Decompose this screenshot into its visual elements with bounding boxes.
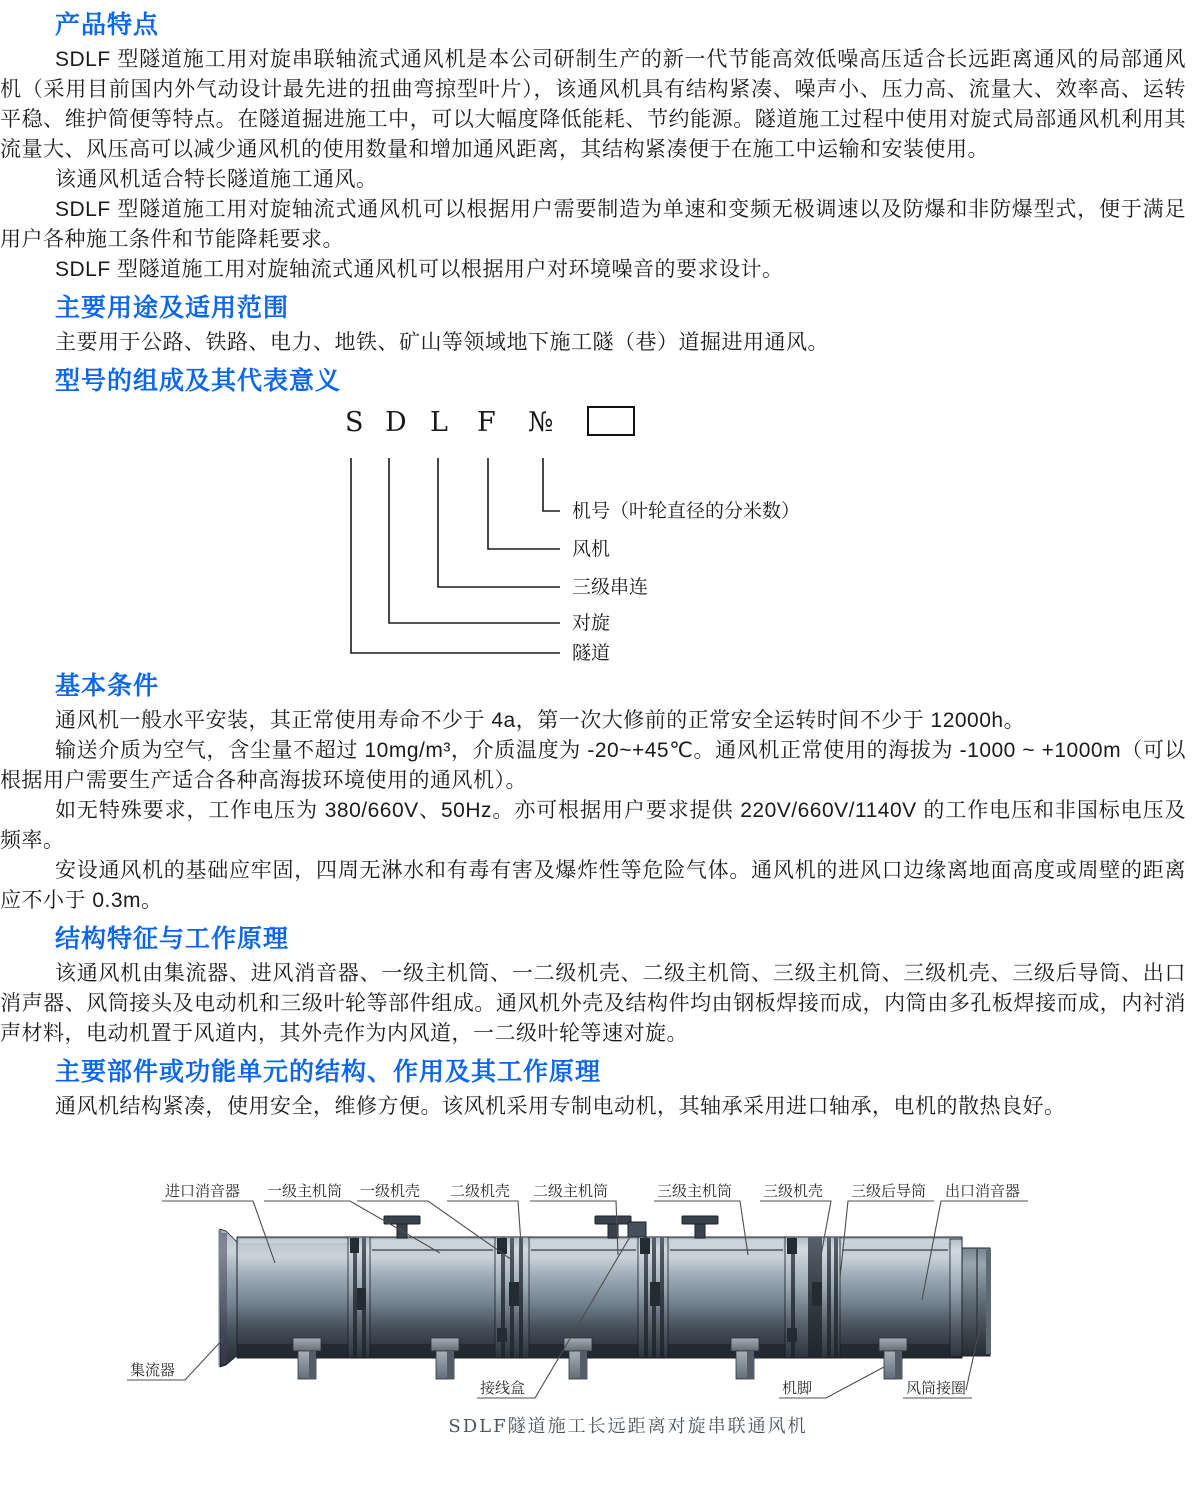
model-label-tunnel: 隧道	[572, 642, 611, 664]
paragraph-parts-1: 通风机结构紧凑，使用安全，维修方便。该风机采用专制电动机，其轴承采用进口轴承，电机的散热良好。	[55, 1095, 1066, 1118]
part-label-machine-foot: 机脚	[782, 1379, 813, 1397]
figure-caption: SDLF隧道施工长远距离对旋串联通风机	[448, 1416, 808, 1437]
fan-body	[237, 1237, 962, 1358]
paragraph-features-1: SDLF 型隧道施工用对旋串联轴流式通风机是本公司研制生产的新一代节能高效低噪高压适合长远距离通风的局部通风机（采用目前国内外气动设计最先进的扭曲弯掠型叶片），该通风机具有结构紧凑、噪声小、压力高、流量大、效率高、运转平稳、维护简便等特点。在隧道掘进施工中，可以大幅度降低能耗、节约能源。隧道施工过程中使用对旋式局部通风机利用其流量大、风压高可以减少通风机的使用数量和增加通风距离，其结构紧凑便于在施工中运输和安装使用。	[0, 48, 1186, 161]
part-label-stage1-casing: 一级机壳	[360, 1182, 421, 1200]
duct-collar	[962, 1248, 991, 1356]
flange-ring-1	[348, 1237, 370, 1358]
model-letter-d: D	[385, 407, 407, 438]
section-heading-parts: 主要部件或功能单元的结构、作用及其工作原理	[55, 1058, 602, 1086]
model-label-contra-rotating: 对旋	[572, 612, 611, 634]
paragraph-conditions-4: 安设通风机的基础应牢固，四周无淋水和有毒有害及爆炸性等危险气体。通风机的进风口边缘离地面高度或周壁的距离应不小于 0.3m。	[0, 859, 1186, 912]
part-label-duct-collar: 风筒接圈	[906, 1379, 967, 1397]
flange-ring-2	[495, 1237, 529, 1358]
part-label-junction-box: 接线盒	[480, 1379, 526, 1397]
paragraph-conditions-1: 通风机一般水平安装，其正常使用寿命不少于 4a，第一次大修前的正常安全运转时间不少于 12000h。	[55, 709, 1026, 732]
product-document-page	[0, 12, 1200, 1480]
part-label-inlet-silencer: 进口消音器	[165, 1182, 241, 1200]
model-label-fan-number: 机号（叶轮直径的分米数）	[572, 500, 801, 522]
part-label-stage3-rear-guide: 三级后导筒	[851, 1182, 927, 1200]
flange-ring-3	[638, 1237, 668, 1358]
flange-ring-4	[785, 1237, 840, 1358]
model-label-fan: 风机	[572, 538, 611, 560]
model-connector-lines	[351, 458, 560, 653]
paragraph-conditions-3: 如无特殊要求，工作电压为 380/660V、50Hz。亦可根据用户要求提供 220V/660V/1140V 的工作电压和非国标电压及频率。	[0, 799, 1186, 852]
part-label-outlet-silencer: 出口消音器	[945, 1182, 1021, 1200]
part-label-stage2-casing: 二级机壳	[450, 1182, 511, 1200]
fan-assembly-figure	[0, 1160, 1200, 1460]
part-label-collector: 集流器	[130, 1361, 176, 1379]
model-label-three-stage-series: 三级串连	[572, 576, 649, 598]
inlet-bell-mouth	[218, 1229, 239, 1367]
section-heading-usage: 主要用途及适用范围	[55, 294, 290, 322]
part-label-stage3-main-barrel: 三级主机筒	[657, 1182, 733, 1200]
section-heading-conditions: 基本条件	[55, 672, 160, 700]
paragraph-conditions-2: 输送介质为空气，含尘量不超过 10mg/m³，介质温度为 -20~+45℃。通风机正常使用的海拔为 -1000 ~ +1000m（可以根据用户需要生产适合各种高海拔环境使用的通风机）。	[0, 739, 1186, 792]
paragraph-features-2: 该通风机适合特长隧道施工通风。	[55, 168, 378, 191]
section-heading-features: 产品特点	[55, 11, 160, 39]
model-letter-no: №	[528, 407, 554, 438]
model-designation-diagram	[0, 401, 1200, 663]
section-heading-structure: 结构特征与工作原理	[55, 925, 290, 953]
model-letter-s: S	[345, 407, 364, 438]
part-label-stage1-main-barrel: 一级主机筒	[267, 1182, 343, 1200]
model-letter-f: F	[477, 407, 496, 438]
lifting-lug-3	[682, 1216, 718, 1238]
model-letter-l: L	[430, 407, 448, 438]
part-label-stage3-casing: 三级机壳	[763, 1182, 824, 1200]
lifting-lug-2	[595, 1216, 631, 1238]
lifting-lug-1	[384, 1216, 420, 1238]
paragraph-structure-1: 该通风机由集流器、进风消音器、一级主机筒、一二级机壳、二级主机筒、三级主机筒、三级机壳、三级后导筒、出口消声器、风筒接头及电动机和三级叶轮等部件组成。通风机外壳及结构件均由钢板焊接而成，内筒由多孔板焊接而成，内衬消声材料，电动机置于风道内，其外壳作为内风道，一二级叶轮等速对旋。	[0, 962, 1186, 1045]
section-heading-model: 型号的组成及其代表意义	[55, 367, 342, 395]
outlet-rib	[950, 1239, 962, 1357]
paragraph-usage-1: 主要用于公路、铁路、电力、地铁、矿山等领域地下施工隧（巷）道掘进用通风。	[55, 331, 829, 354]
paragraph-features-4: SDLF 型隧道施工用对旋轴流式通风机可以根据用户对环境噪音的要求设计。	[55, 258, 784, 281]
model-number-box	[588, 407, 634, 435]
paragraph-features-3: SDLF 型隧道施工用对旋轴流式通风机可以根据用户需要制造为单速和变频无极调速以及防爆和非防爆型式，便于满足用户各种施工条件和节能降耗要求。	[0, 198, 1186, 251]
part-label-stage2-main-barrel: 二级主机筒	[533, 1182, 609, 1200]
